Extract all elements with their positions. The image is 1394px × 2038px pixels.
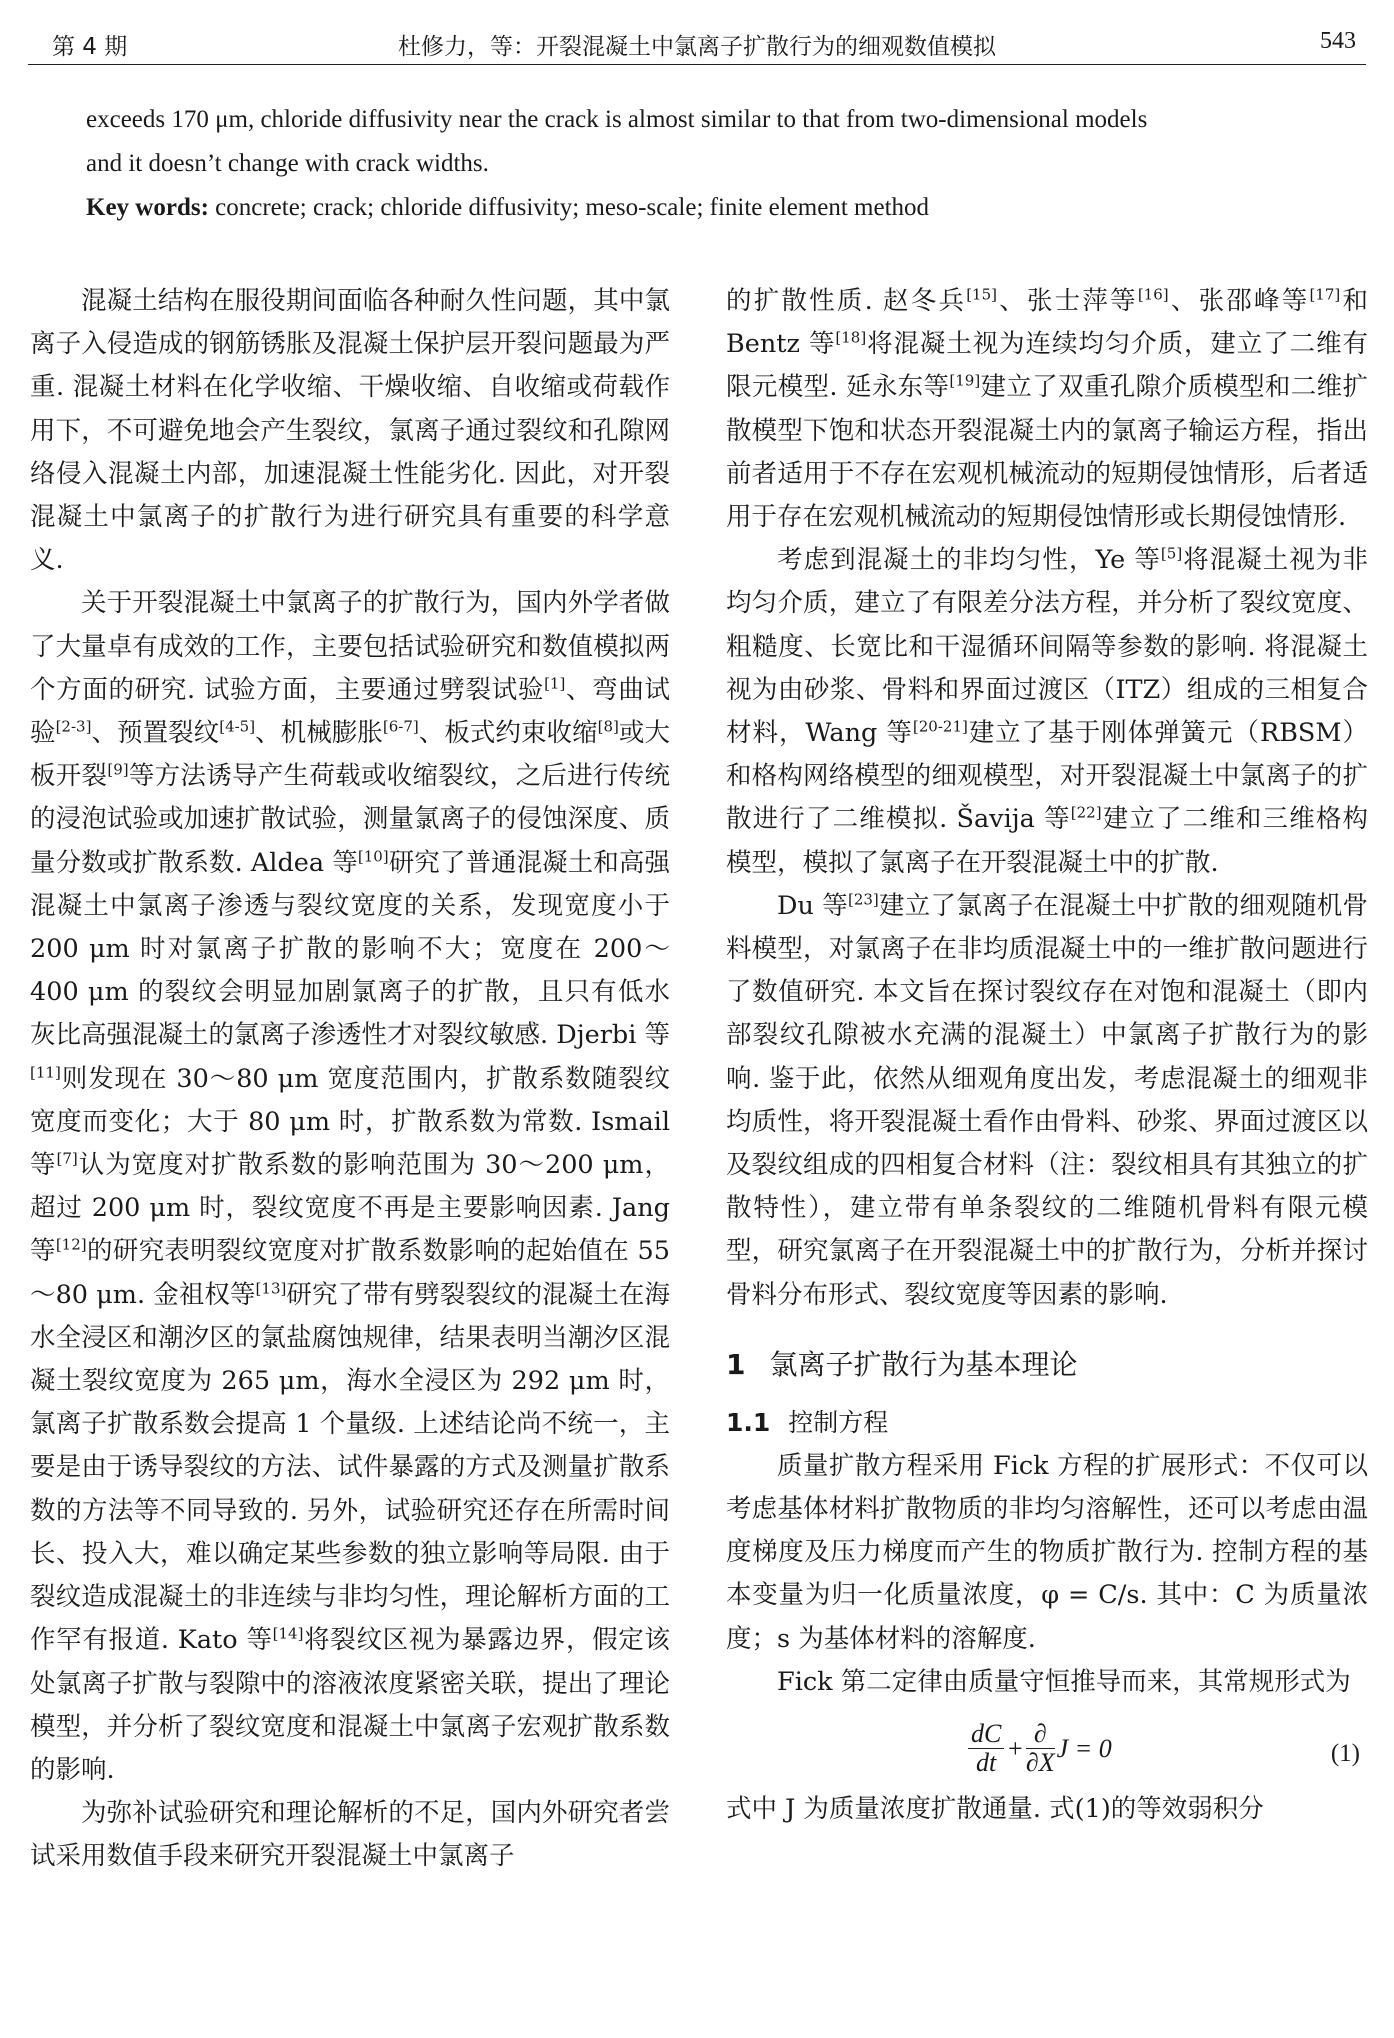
citation: [10] [357,847,389,866]
citation: [18] [835,328,867,347]
citation: [20-21] [912,717,968,736]
citation: [5] [1160,544,1183,563]
equation-1: $\frac{dC}{dt}$ + $\frac{\partial}{\partial X}$ J = 0 (1) [726,1712,1368,1786]
paragraph-intro: 混凝土结构在服役期间面临各种耐久性问题，其中氯离子入侵造成的钢筋锈胀及混凝土保护层开裂问题最为严重. 混凝土材料在化学收缩、干燥收缩、自收缩或荷载作用下，不可避免地会产生裂纹，氯离子通过裂纹和孔隙网络侵入混凝土内部，加速混凝土性能劣化. 因此，对开裂混凝土中氯离子的扩散行为进行研究具有重要的科学意义. [30,286,670,576]
citation: [1] [544,674,566,693]
paragraph-heterogeneity: 考虑到混凝土的非均匀性，Ye 等[5]将混凝土视为非均匀介质，建立了有限差分法方程，并分析了裂纹宽度、粗糙度、长宽比和干湿循环间隔等参数的影响. 将混凝土视为由砂浆、骨料和界面过渡区（ITZ）组成的三相复合材料，Wang 等[20-21]建立了基于刚体弹簧元（RBSM）和格构网络模型的细观模型，对开裂混凝土中氯离子的扩散进行了二维模拟. Šavija 等[22]建立了二维和三维格构模型，模拟了氯离子在开裂混凝土中的扩散. [726,544,1368,878]
citation: [6-7] [382,717,419,736]
english-abstract-tail [86,98,1326,230]
paragraph-literature-experiments: 关于开裂混凝土中氯离子的扩散行为，国内外学者做了大量卓有成效的工作，主要包括试验研究和数值模拟两个方面的研究. 试验方面，主要通过劈裂试验[1]、弯曲试验[2-3]、预置裂纹[4-5]、机械膨胀[6-7]、板式约束收缩[8]或大板开裂[9]等方法诱导产生荷载或收缩裂纹，之后进行传统的浸泡试验或加速扩散试验，测量氯离子的侵蚀深度、质量分数或扩散系数. Aldea 等[10]研究了普通混凝土和高强混凝土中氯离子渗透与裂纹宽度的关系，发现宽度小于 200 μm 时对氯离子扩散的影响不大；宽度在 200～400 μm 的裂纹会明显加剧氯离子的扩散，且只有低水灰比高强混凝土的氯离子渗透性才对裂纹敏感. Djerbi 等[11]则发现在 30～80 μm 宽度范围内，扩散系数随裂纹宽度而变化；大于 80 μm 时，扩散系数为常数. Ismail 等[7]认为宽度对扩散系数的影响范围为 30～200 μm，超过 200 μm 时，裂纹宽度不再是主要影响因素. Jang 等[12]的研究表明裂纹宽度对扩散系数影响的起始值在 55～80 μm. 金祖权等[13]研究了带有劈裂裂纹的混凝土在海水全浸区和潮汐区的氯盐腐蚀规律，结果表明当潮汐区混凝土裂纹宽度为 265 μm，海水全浸区为 292 μm 时，氯离子扩散系数会提高 1 个量级. 上述结论尚不统一，主要是由于诱导裂纹的方法、试件暴露的方式及测量扩散系数的方法等不同导致的. 另外，试验研究还存在所需时间长、投入大，难以确定某些参数的独立影响等局限. 由于裂纹造成混凝土的非连续与非均匀性，理论解析方面的工作罕有报道. Kato 等[14]将裂纹区视为暴露边界，假定该处氯离子扩散与裂隙中的溶液浓度紧密关联，提出了理论模型，并分析了裂纹宽度和混凝土中氯离子宏观扩散系数的影响. [30,588,670,1785]
page-number: 543 [1320,28,1356,54]
abstract-line-2: and it doesn’t change with crack widths. [86,150,489,177]
citation: [16] [1137,285,1169,304]
citation: [23] [847,890,879,909]
equation-number: (1) [1330,1740,1360,1768]
fraction-dc-dt: $\frac{dC}{dt}$ [968,1720,1004,1777]
citation: [15] [966,285,997,304]
citation: [17] [1309,285,1341,304]
fraction-partial: $\frac{\partial}{\partial X}$ [1025,1719,1055,1778]
citation: [14] [272,1624,304,1643]
citation: [12] [55,1235,87,1254]
left-column [30,280,670,1879]
keywords-label: Key words: [86,194,209,221]
keywords [86,186,1326,230]
paragraph-governing-equation: 质量扩散方程采用 Fick 方程的扩展形式：不仅可以考虑基体材料扩散物质的非均匀溶解性，还可以考虑由温度梯度及压力梯度而产生的物质扩散行为. 控制方程的基本变量为归一化质量浓度，φ = C/s. 其中：C 为质量浓度；s 为基体材料的溶解度. [726,1450,1368,1654]
citation: [8] [597,717,619,736]
running-title: 杜修力，等：开裂混凝土中氯离子扩散行为的细观数值模拟 [398,34,996,60]
paragraph-objective: Du 等[23]建立了氯离子在混凝土中扩散的细观随机骨料模型，对氯离子在非均质混凝土中的一维扩散问题进行了数值研究. 本文旨在探讨裂纹存在对饱和混凝土（即内部裂纹孔隙被水充满的混凝土）中氯离子扩散行为的影响. 鉴于此，依然从细观角度出发，考虑混凝土的细观非均质性，将开裂混凝土看作由骨料、砂浆、界面过渡区以及裂纹组成的四相复合材料（注：裂纹相具有其独立的扩散特性），建立带有单条裂纹的二维随机骨料有限元模型，研究氯离子在开裂混凝土中的扩散行为，分析并探讨骨料分布形式、裂纹宽度等因素的影响. [726,890,1368,1310]
subsection-heading-1-1: 1.1 控制方程 [726,1407,889,1437]
citation: [9] [107,760,129,779]
right-column [726,280,1368,1831]
citation: [13] [255,1279,287,1298]
running-header [28,22,1366,65]
paragraph-numerical-intro: 为弥补试验研究和理论解析的不足，国内外研究者尝试采用数值手段来研究开裂混凝土中氯离子 [30,1798,670,1872]
citation: [11] [30,1063,61,1082]
citation: [2-3] [55,717,92,736]
citation: [22] [1070,803,1102,822]
keywords-text: concrete; crack; chloride diffusivity; meso-scale; finite element method [208,194,930,221]
paragraph-flux-definition: 式中 J 为质量浓度扩散通量. 式(1)的等效弱积分 [726,1794,1264,1825]
paragraph-fick-law: Fick 第二定律由质量守恒推导而来，其常规形式为 [777,1666,1351,1697]
paragraph-numerical-continued: 的扩散性质. 赵冬兵[15]、张士萍等[16]、张邵峰等[17]和 Bentz 等[18]将混凝土视为连续均匀介质，建立了二维有限元模型. 延永东等[19]建立了双重孔隙介质模型和二维扩散模型下饱和状态开裂混凝土内的氯离子输运方程，指出前者适用于不存在宏观机械流动的短期侵蚀情形，后者适用于存在宏观机械流动的短期侵蚀情形或长期侵蚀情形. [726,285,1368,533]
citation: [7] [56,1149,78,1168]
citation: [4-5] [219,717,256,736]
section-heading-1: 1 氯离子扩散行为基本理论 [726,1347,1078,1381]
citation: [19] [949,371,981,390]
abstract-line-1: exceeds 170 μm, chloride diffusivity near the crack is almost similar to that from two-dimensional models [86,106,1148,133]
issue-number: 第 4 期 [52,34,128,60]
